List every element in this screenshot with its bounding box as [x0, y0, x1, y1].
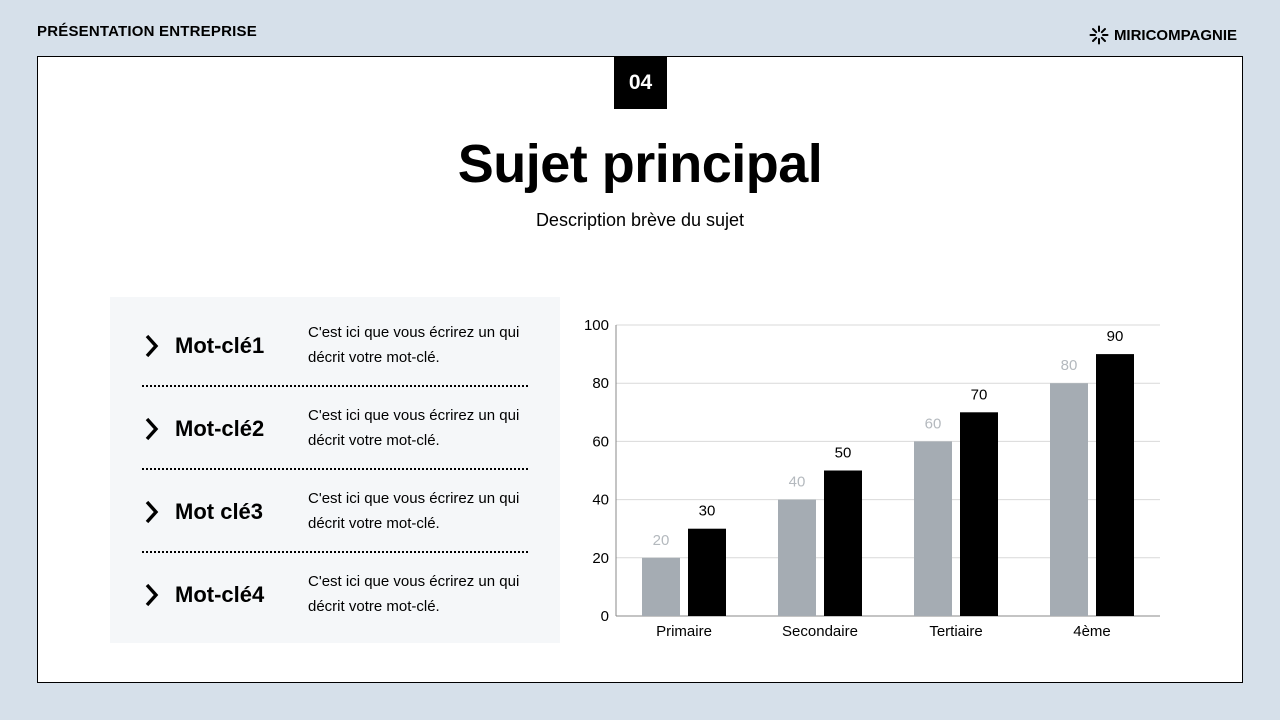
- keyword-row: [142, 546, 528, 629]
- bar: [824, 471, 862, 617]
- slide-card: [37, 56, 1243, 683]
- bar: [1050, 383, 1088, 616]
- y-tick-label: 40: [592, 491, 609, 509]
- keyword-description: C'est ici que vous écrirez un qui décrit votre mot-clé.: [308, 407, 520, 449]
- brand: [1089, 25, 1237, 45]
- y-tick-label: 0: [600, 608, 609, 625]
- bar: [688, 529, 726, 616]
- keyword-description: C'est ici que vous écrirez un qui décrit votre mot-clé.: [308, 573, 520, 615]
- y-tick-label: 80: [592, 375, 609, 393]
- chevron-right-icon: [144, 499, 160, 530]
- keyword-row: [142, 297, 528, 380]
- keyword-name: Mot clé3: [175, 499, 264, 524]
- data-label: 90: [1106, 328, 1124, 346]
- keyword-name: Mot-clé2: [175, 416, 265, 441]
- bar: [778, 500, 816, 616]
- chevron-right-icon: [144, 416, 160, 447]
- y-tick-label: 20: [592, 549, 609, 567]
- keyword-description: C'est ici que vous écrirez un qui décrit votre mot-clé.: [308, 324, 520, 366]
- data-label: 40: [788, 473, 806, 491]
- keyword-row: [142, 463, 528, 546]
- slide-number-badge: 04: [614, 57, 667, 109]
- data-label: 20: [652, 531, 670, 549]
- sunburst-logo-icon: [1089, 25, 1109, 45]
- data-label: 50: [834, 444, 852, 462]
- chevron-right-icon: [144, 333, 160, 364]
- x-tick-label: Secondaire: [782, 623, 858, 640]
- keyword-panel: [110, 297, 560, 643]
- keyword-description: C'est ici que vous écrirez un qui décrit votre mot-clé.: [308, 490, 520, 532]
- presentation-label: PRÉSENTATION ENTREPRISE: [37, 23, 257, 40]
- data-label: 60: [924, 415, 942, 433]
- y-tick-label: 100: [583, 317, 609, 334]
- slide-title: Sujet principal: [457, 134, 823, 194]
- bar: [960, 412, 998, 616]
- brand-name: MIRICOMPAGNIE: [1113, 26, 1237, 44]
- chevron-right-icon: [144, 582, 160, 613]
- bar: [642, 558, 680, 616]
- x-tick-label: 4ème: [1073, 623, 1111, 640]
- bar: [914, 441, 952, 616]
- bar-chart: [580, 315, 1180, 650]
- keyword-name: Mot-clé1: [175, 333, 265, 358]
- y-tick-label: 60: [592, 433, 609, 451]
- keyword-row: [142, 380, 528, 463]
- x-tick-label: Primaire: [656, 623, 712, 640]
- data-label: 80: [1060, 357, 1078, 375]
- x-tick-label: Tertiaire: [929, 623, 983, 640]
- slide-subtitle: Description brève du sujet: [535, 210, 745, 230]
- keyword-name: Mot-clé4: [175, 582, 265, 607]
- data-label: 70: [970, 386, 988, 404]
- data-label: 30: [698, 502, 716, 520]
- bar: [1096, 354, 1134, 616]
